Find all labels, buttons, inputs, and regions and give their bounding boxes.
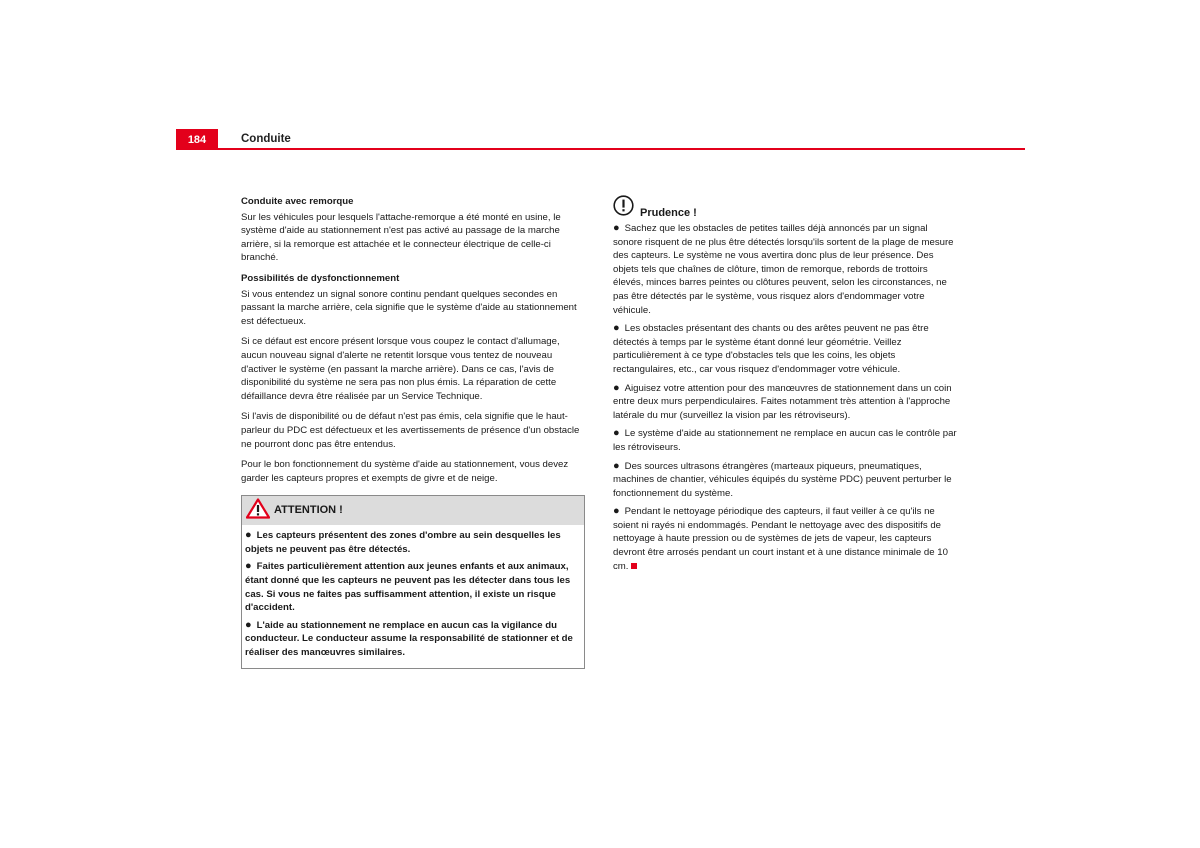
warning-box [241, 495, 585, 668]
prudence-header [613, 195, 958, 221]
prudence-item-text: Le système d'aide au stationnement ne remplace en aucun cas le contrôle par les rétroviseurs. [613, 428, 957, 453]
bullet-icon: ● [245, 560, 252, 573]
prudence-item [613, 505, 958, 573]
bullet-icon: ● [613, 505, 620, 518]
prudence-item [613, 382, 958, 423]
left-column [241, 195, 586, 669]
paragraph: Si vous entendez un signal sonore continu pendant quelques secondes en passant la marche arrière, cela signifie que le système d'aide au stationnement est défectueux. [241, 288, 577, 327]
warning-triangle-icon [246, 498, 270, 524]
warning-item [245, 529, 580, 556]
prudence-item [613, 460, 958, 501]
prudence-item-text: Aiguisez votre attention pour des manœuvres de stationnement dans un coin entre deux murs perpendiculaires. Faites notamment très attention à l'approche latérale du mur (surveillez la vision par les rétroviseurs). [613, 382, 952, 421]
bullet-icon: ● [613, 427, 620, 440]
prudence-item-text: Les obstacles présentant des chants ou des arêtes peuvent ne pas être détectés à temps par le système étant donné leur géométrie. Veillez particulièrement à ce type d'obstacles tels que les coins, les objets rectangulaires, etc., car vous risquez d'endommager votre véhicule. [613, 323, 929, 375]
paragraph: Si l'avis de disponibilité ou de défaut n'est pas émis, cela signifie que le haut-parleur du PDC est défectueux et les avertissements de présence d'un obstacle ne pourront donc pas être entendus. [241, 411, 580, 450]
warning-item-text: Les capteurs présentent des zones d'ombre au sein desquelles les objets ne peuvent pas être détectés. [245, 530, 561, 555]
prudence-title: Prudence ! [640, 207, 697, 220]
warning-item-text: L'aide au stationnement ne remplace en aucun cas la vigilance du conducteur. Le conducteur assume la responsabilité de stationner et de réaliser des manœuvres similaires. [245, 619, 573, 659]
warning-item [245, 619, 580, 660]
paragraph: Si ce défaut est encore présent lorsque vous coupez le contact d'allumage, aucun nouveau signal d'alerte ne retentit lorsque vous tentez de nouveau d'activer le système (en passant la marche arrière). Dans ce cas, l'avis de disponibilité du système ne sera pas non plus émis. La réparation de cette défaillance devra être réalisée par un Service Technique. [241, 336, 560, 402]
bullet-icon: ● [613, 381, 620, 394]
bullet-icon: ● [245, 618, 252, 631]
warning-title: ATTENTION ! [274, 503, 343, 516]
prudence-item [613, 222, 958, 317]
warning-header [242, 496, 584, 525]
prudence-item-text: Sachez que les obstacles de petites tailles déjà annoncés par un signal sonore risquent de ne plus être détectés lorsqu'ils sortent de la plage de mesure des capteurs. Le système ne vous avertira donc plus de leur présence. Des objets tels que chaînes de clôture, timon de remorque, rebords de trottoirs élevés, minces barres peintes ou clôtures peuvent, selon les circonstances, ne pas être détectés par le système, vous risquez alors d'endommager votre véhicule. [613, 223, 954, 316]
bullet-icon: ● [245, 529, 252, 542]
prudence-item-text: Des sources ultrasons étrangères (marteaux piqueurs, pneumatiques, machines de chantier, véhicules équipés du système PDC) peuvent perturber le fonctionnement du système. [613, 460, 952, 499]
right-column [613, 195, 958, 578]
chapter-title: Conduite [241, 133, 291, 145]
bullet-icon: ● [613, 222, 620, 234]
bullet-icon: ● [613, 459, 620, 472]
warning-item [245, 560, 580, 614]
paragraph: Pour le bon fonctionnement du système d'aide au stationnement, vous devez garder les capteurs propres et exempts de givre et de neige. [241, 459, 569, 484]
prudence-item [613, 427, 958, 454]
end-of-section-marker [631, 563, 637, 569]
section-title-malfunction: Possibilités de dysfonctionnement [241, 272, 400, 284]
warning-body [242, 525, 584, 667]
prudence-item [613, 322, 958, 376]
warning-item-text: Faites particulièrement attention aux jeunes enfants et aux animaux, étant donné que les capteurs ne peuvent pas les détecter dans tous les cas. Si vous ne faites pas suffisamment attention, il existe un risque d'accident. [245, 561, 571, 614]
exclamation-circle-icon [613, 195, 634, 221]
section-title-trailer: Conduite avec remorque [241, 196, 354, 207]
paragraph-trailer: Sur les véhicules pour lesquels l'attache-remorque a été monté en usine, le système d'aide au stationnement n'est pas activé au passage de la marche arrière, si la remorque est attachée et le connecteur électrique de celle-ci branché. [241, 211, 561, 264]
page-number: 184 [176, 129, 218, 150]
prudence-item-text: Pendant le nettoyage périodique des capteurs, il faut veiller à ce qu'ils ne soient ni rayés ni endommagés. Pendant le nettoyage avec des dispositifs de nettoyage à haute pression ou de systèmes de jets de vapeur, les capteurs devront être arrosés pendant un court instant et à une distance minimale de 10 cm. [613, 506, 948, 572]
bullet-icon: ● [613, 322, 620, 335]
header-rule [176, 148, 1025, 150]
